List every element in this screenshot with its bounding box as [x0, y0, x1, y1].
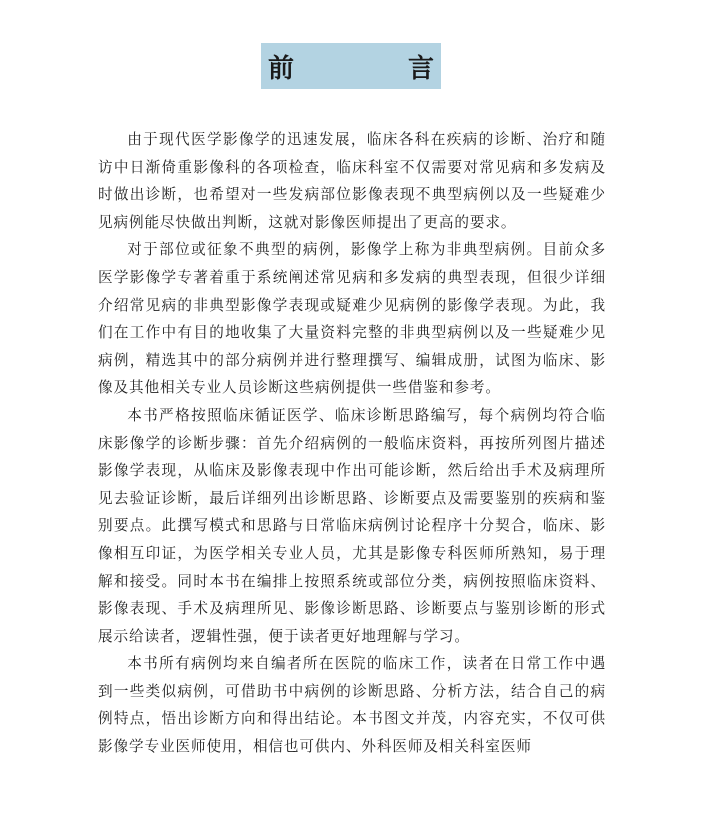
paragraph-3: 本书严格按照临床循证医学、临床诊断思路编写，每个病例均符合临床影像学的诊断步骤：首先介绍病例的一般临床资料，再按所列图片描述影像学表现，从临床及影像表现中作出可能诊断，然后给出手术及病理所见去验证诊断，最后详细列出诊断思路、诊断要点及需要鉴别的疾病和鉴别要点。此撰写模式和思路与日常临床病例讨论程序十分契合，临床、影像相互印证，为医学相关专业人员，尤其是影像专科医师所熟知，易于理解和接受。同时本书在编排上按照系统或部位分类，病例按照临床资料、影像表现、手术及病理所见、影像诊断思路、诊断要点与鉴别诊断的形式展示给读者，逻辑性强，便于读者更好地理解与学习。	[98, 406, 606, 645]
preface-title: 前 言	[267, 53, 478, 84]
preface-body	[98, 126, 606, 761]
paragraph-4: 本书所有病例均来自编者所在医院的临床工作，读者在日常工作中遇到一些类似病例，可借助书中病例的诊断思路、分析方法，结合自己的病例特点，悟出诊断方向和得出结论。本书图文并茂，内容充实，不仅可供影像学专业医师使用，相信也可供内、外科医师及相关科室医师	[98, 655, 606, 756]
paragraph-2: 对于部位或征象不典型的病例，影像学上称为非典型病例。目前众多医学影像学专著着重于系统阐述常见病和多发病的典型表现，但很少详细介绍常见病的非典型影像学表现或疑难少见病例的影像学表现。为此，我们在工作中有目的地收集了大量资料完整的非典型病例以及一些疑难少见病例，精选其中的部分病例并进行整理撰写、编辑成册，试图为临床、影像及其他相关专业人员诊断这些病例提供一些借鉴和参考。	[98, 241, 606, 397]
preface-title-banner	[261, 43, 478, 89]
paragraph-1: 由于现代医学影像学的迅速发展，临床各科在疾病的诊断、治疗和随访中日渐倚重影像科的各项检查，临床科室不仅需要对常见病和多发病及时做出诊断，也希望对一些发病部位影像表现不典型病例以及一些疑难少见病例能尽快做出判断，这就对影像医师提出了更高的要求。	[98, 131, 606, 231]
